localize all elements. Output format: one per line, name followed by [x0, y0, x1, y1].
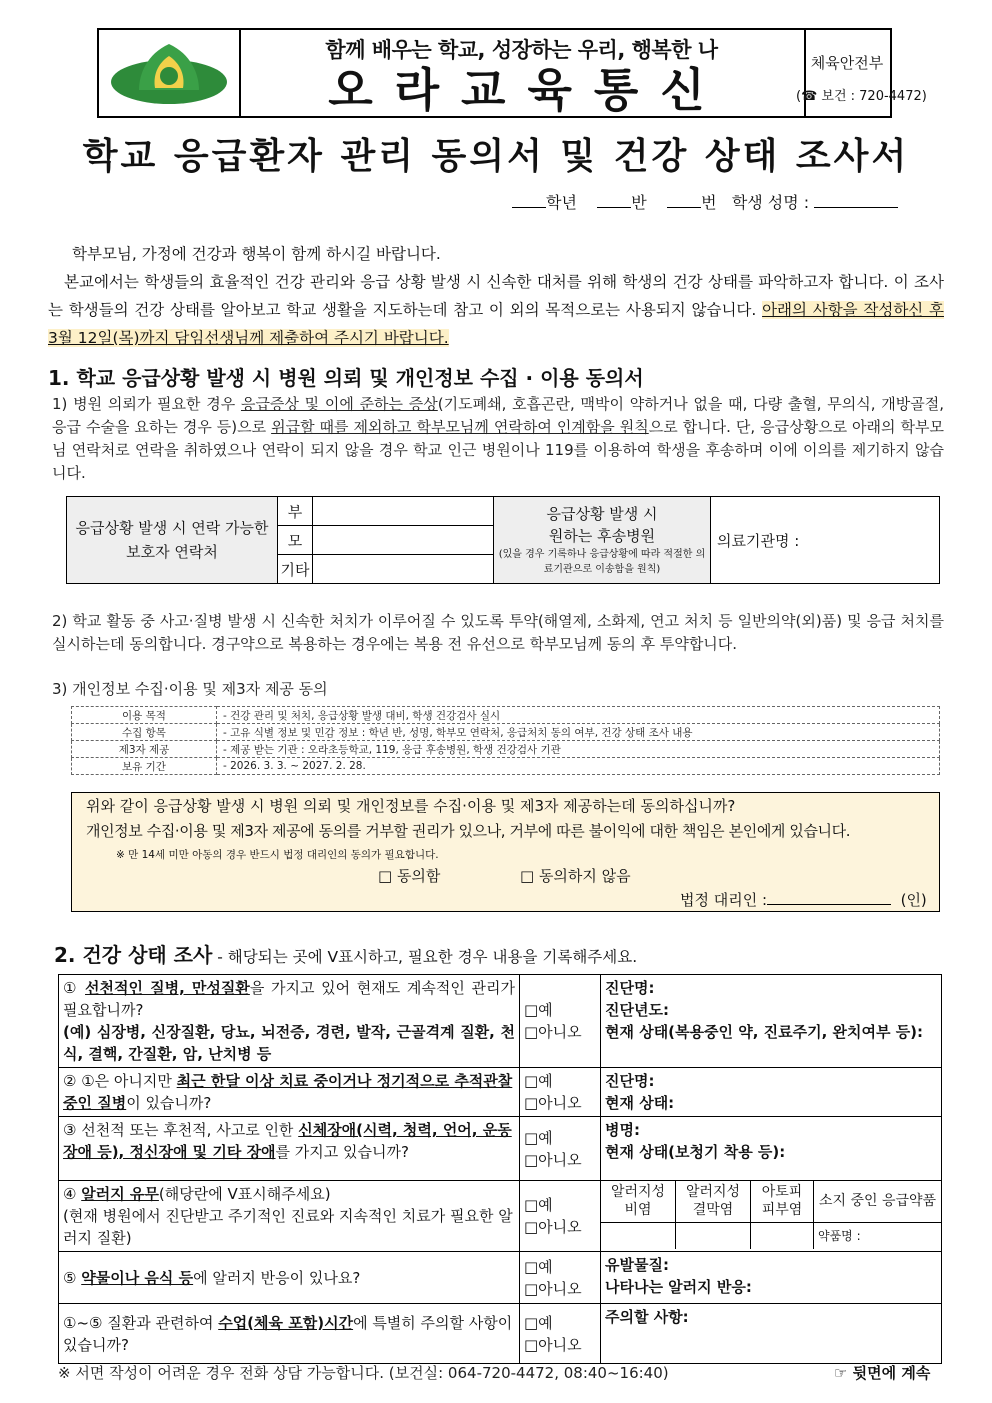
mother-label: 모 — [278, 526, 313, 555]
hospital-name-field[interactable]: 의료기관명 : — [711, 497, 940, 584]
submission-deadline: 아래의 사항을 작성하신 후 3월 12일(목)까지 담임선생님께 제출하여 주시기 바랍니다. — [48, 301, 944, 347]
q1-details[interactable] — [601, 975, 942, 1068]
q3-underline: 신체장애(시력, 청력, 언어, 운동장애 등), 정신장애 및 기타 장애 — [63, 1121, 512, 1161]
page-title: 학교 응급환자 관리 동의서 및 건강 상태 조사서 — [82, 136, 910, 177]
current-status-field[interactable]: 현재 상태(복용중인 약, 진료주기, 완치여부 등): — [605, 1023, 924, 1041]
q4-answer[interactable] — [520, 1181, 601, 1252]
no-checkbox[interactable]: □아니오 — [524, 1150, 582, 1169]
q2-underline: 최근 한달 이상 치료 중이거나 정기적으로 추적관찰 중인 질병 — [63, 1072, 513, 1112]
q4-question — [59, 1181, 520, 1252]
atopic-dermatitis-header: 아토피 피부염 — [751, 1181, 814, 1222]
consent-right: 개인정보 수집·이용 및 제3자 제공에 동의를 거부할 권리가 있으나, 거부에 따른 불이익에 대한 책임은 본인에게 있습니다. — [86, 822, 851, 840]
allergic-rhinitis-header: 알러지성 비염 — [601, 1181, 676, 1222]
section1-item3: 3) 개인정보 수집·이용 및 제3자 제공 동의 — [52, 680, 328, 698]
q3-text-a: ③ 선천적 또는 후천적, 사고로 인한 — [63, 1121, 299, 1139]
disagree-checkbox[interactable]: □ 동의하지 않음 — [520, 867, 631, 885]
q1-examples: (예) 심장병, 신장질환, 당뇨, 뇌전증, 경련, 발작, 근골격계 질환, 천식, 결핵, 간질환, 암, 난치병 등 — [63, 1023, 515, 1063]
q1-question — [59, 975, 520, 1068]
q5-details[interactable] — [601, 1252, 942, 1304]
item1-text-c: (기도폐쇄, 호흡곤란, 맥박이 약하거나 없을 때, 다량 출혈, 무의식, 개방골절, 응급 수술을 요하는 경우 등)으로 — [52, 395, 944, 436]
privacy-label: 제3자 제공 — [72, 741, 217, 758]
no-checkbox[interactable]: □아니오 — [524, 1023, 582, 1041]
allergic-conjunctivitis-header: 알러지성 결막염 — [676, 1181, 751, 1222]
q1-underline: 선천적인 질병, 만성질환 — [85, 979, 250, 997]
privacy-value: - 고유 식별 정보 및 민감 정보 : 학년 반, 성명, 학부모 연락처, 응급처치 동의 여부, 건강 상태 조사 내용 — [217, 724, 940, 741]
q4-underline: 알러지 유무 — [81, 1185, 159, 1203]
dermatitis-check[interactable] — [751, 1222, 814, 1249]
rhinitis-check[interactable] — [601, 1222, 676, 1249]
diagnosis-year-field[interactable]: 진단년도: — [605, 1001, 669, 1019]
father-label: 부 — [278, 497, 313, 526]
section1-item2: 2) 학교 활동 중 사고·질병 발생 시 신속한 처치가 이루어질 수 있도록 투약(해열제, 소화제, 연고 처치 등 일반의약(외)품) 및 응급 처치를 실시하는데 동의합니다. 경구약으로 복용하는 경우에는 복용 전 유선으로 학부모님께 동의 후 투약합니다. — [52, 612, 944, 653]
q4-rest: (해당란에 V표시해주세요) — [158, 1185, 331, 1203]
student-name-label: 학생 성명 : — [731, 193, 810, 212]
privacy-table — [71, 706, 940, 775]
hospital-label-1: 응급상황 발생 시 — [546, 505, 658, 523]
q6-question — [59, 1304, 520, 1364]
yes-checkbox[interactable]: □예 — [524, 1257, 553, 1276]
signer-field[interactable] — [767, 890, 891, 905]
q3-question — [59, 1117, 520, 1181]
q6-details[interactable] — [601, 1304, 942, 1364]
seal-label: (인) — [900, 891, 927, 909]
other-phone-field[interactable] — [313, 555, 494, 584]
intro-greeting: 학부모님, 가정에 건강과 행복이 함께 하시길 바랍니다. — [72, 245, 441, 263]
legal-representative — [680, 889, 927, 910]
caution-field[interactable]: 주의할 사항: — [605, 1308, 689, 1326]
consent-question: 위와 같이 응급상황 발생 시 병원 의뢰 및 개인정보를 수집·이용 및 제3자 제공하는데 동의하십니까? — [86, 797, 736, 815]
diagnosis-field[interactable]: 진단명: — [605, 1072, 655, 1090]
q1-rest: 을 가지고 있어 현재도 계속적인 관리가 필요합니까? — [63, 979, 516, 1019]
school-logo — [99, 30, 241, 116]
q5-text-a: ⑤ — [63, 1268, 82, 1287]
yes-checkbox[interactable]: □예 — [524, 1001, 553, 1019]
emergency-medicine-header: 소지 중인 응급약품 — [814, 1181, 942, 1222]
mother-phone-field[interactable] — [313, 526, 494, 555]
diagnosis-field[interactable]: 진단명: — [605, 979, 655, 997]
q2-text-a: ② ①은 아니지만 — [63, 1072, 177, 1090]
signer-label: 법정 대리인 : — [680, 891, 768, 909]
health-survey-table — [58, 974, 942, 1364]
contact-label: 응급상황 발생 시 연락 가능한 보호자 연락처 — [67, 497, 278, 584]
reaction-field[interactable]: 나타나는 알러지 반응: — [605, 1278, 752, 1296]
number-label: 번 — [701, 193, 717, 212]
q5-answer[interactable] — [520, 1252, 601, 1304]
q6-rest: 에 특별히 주의할 사항이 있습니까? — [63, 1313, 513, 1354]
slogan: 함께 배우는 학교, 성장하는 우리, 행복한 나 — [325, 38, 718, 62]
other-label: 기타 — [278, 555, 313, 584]
privacy-value: - 건강 관리 및 처치, 응급상황 발생 대비, 학생 건강검사 실시 — [217, 707, 940, 724]
q2-question — [59, 1068, 520, 1117]
section2-heading — [54, 939, 637, 968]
disease-name-field[interactable]: 병명: — [605, 1121, 640, 1139]
q6-underline: 수업(체육 포함)시간 — [218, 1313, 354, 1332]
section1-heading: 1. 학교 응급상황 발생 시 병원 의뢰 및 개인정보 수집 · 이용 동의서 — [48, 366, 644, 390]
student-info-line — [512, 190, 898, 213]
yes-checkbox[interactable]: □예 — [524, 1196, 553, 1214]
privacy-value: - 2026. 3. 3. ~ 2027. 2. 28. — [217, 758, 940, 775]
q3-answer[interactable] — [520, 1117, 601, 1181]
q6-text-a: ①~⑤ 질환과 관련하여 — [63, 1313, 219, 1332]
yes-checkbox[interactable]: □예 — [524, 1128, 553, 1147]
privacy-label: 수집 항목 — [72, 724, 217, 741]
allergy-grid — [601, 1181, 942, 1252]
footer-note: ※ 서면 작성이 어려운 경우 전화 상담 가능합니다. (보건실: 064-720-4472, 08:40~16:40) — [58, 1364, 669, 1382]
q6-answer[interactable] — [520, 1304, 601, 1364]
yes-checkbox[interactable]: □예 — [524, 1072, 553, 1090]
q4-subtext: (현재 병원에서 진단받고 주기적인 진료와 지속적인 치료가 필요한 알러지 질환) — [63, 1207, 513, 1247]
q5-underline: 약물이나 음식 등 — [81, 1268, 194, 1287]
section2-subtitle: - 해당되는 곳에 V표시하고, 필요한 경우 내용을 기록해주세요. — [212, 948, 638, 966]
item1-text-d: 위급할 때를 제외하고 학부모님께 연락하여 인계함을 원칙 — [271, 418, 649, 436]
medicine-name-field[interactable]: 약품명 : — [818, 1228, 861, 1243]
privacy-label: 이용 목적 — [72, 707, 217, 724]
consent-note: ※ 만 14세 미만 아동의 경우 반드시 법정 대리인의 동의가 필요합니다. — [116, 849, 439, 861]
q2-answer[interactable] — [520, 1068, 601, 1117]
contact-phone: (☎ 보건 : 720-4472) — [796, 89, 927, 104]
privacy-value: - 제공 받는 기관 : 오라초등학교, 119, 응급 후송병원, 학생 건강검사 기관 — [217, 741, 940, 758]
current-status-field[interactable]: 현재 상태(보청기 착용 등): — [605, 1143, 786, 1161]
newsletter-header — [97, 28, 927, 118]
father-phone-field[interactable] — [313, 497, 494, 526]
yes-checkbox[interactable]: □예 — [524, 1313, 553, 1332]
item1-text-b: 응급증상 및 이에 준하는 증상 — [240, 395, 438, 413]
item1-text-a: 1) 병원 의뢰가 필요한 경우 — [52, 395, 241, 413]
q3-rest: 를 가지고 있습니까? — [275, 1143, 409, 1161]
no-checkbox[interactable]: □아니오 — [524, 1094, 582, 1112]
intro-body-text: 본교에서는 학생들의 효율적인 건강 관리와 응급 상황 발생 시 신속한 대처를 위해 학생의 건강 상태를 파악하고자 합니다. 이 조사는 학생들의 건강 상태를 알아보고 학교 생활을 지도하는데 참고 이 외의 목적으로는 사용되지 않습니다. — [48, 273, 944, 319]
privacy-label: 보유 기간 — [72, 758, 217, 775]
q2-rest: 이 있습니까? — [126, 1094, 212, 1112]
no-checkbox[interactable]: □아니오 — [524, 1218, 582, 1236]
q5-question — [59, 1252, 520, 1304]
section1-item1 — [52, 393, 944, 485]
continue-notice: ☞ 뒷면에 계속 — [834, 1364, 931, 1382]
hospital-label-2: 원하는 후송병원 — [548, 527, 656, 545]
no-checkbox[interactable]: □아니오 — [524, 1279, 582, 1298]
hospital-label — [494, 497, 711, 584]
department: 체육안전부 — [810, 54, 884, 72]
trigger-field[interactable]: 유발물질: — [605, 1256, 669, 1274]
intro-body — [48, 268, 944, 352]
emergency-contact-table — [66, 496, 940, 584]
agree-checkbox[interactable]: □ 동의함 — [378, 867, 441, 885]
no-checkbox[interactable]: □아니오 — [524, 1335, 582, 1354]
q1-num: ① — [63, 979, 79, 997]
class-label: 반 — [631, 193, 647, 212]
current-status-field[interactable]: 현재 상태: — [605, 1094, 675, 1112]
q3-details[interactable] — [601, 1117, 942, 1181]
conjunctivitis-check[interactable] — [676, 1222, 751, 1249]
q2-details[interactable] — [601, 1068, 942, 1117]
section2-title: 2. 건강 상태 조사 — [54, 943, 213, 967]
newsletter-title: 오라교육통신 — [328, 63, 727, 117]
q5-rest: 에 알러지 반응이 있나요? — [193, 1268, 361, 1287]
q1-answer[interactable] — [520, 975, 601, 1068]
item1-text-e: 으로 합니다. 단, 응급상황으로 아래의 학부모님 연락처로 연락을 취하였으나 연락이 되지 않을 경우 학교 인근 병원이나 119를 이용하여 학생을 후송하며 이에 이의를 제기하지 않습니다. — [52, 418, 944, 482]
hospital-note: (있을 경우 기록하나 응급상황에 따라 적절한 의료기관으로 이송함을 원칙) — [498, 549, 706, 575]
student-name-field[interactable] — [814, 193, 898, 208]
grade-label: 학년 — [546, 193, 577, 212]
consent-box — [71, 792, 940, 912]
q4-text-a: ④ — [63, 1185, 82, 1203]
